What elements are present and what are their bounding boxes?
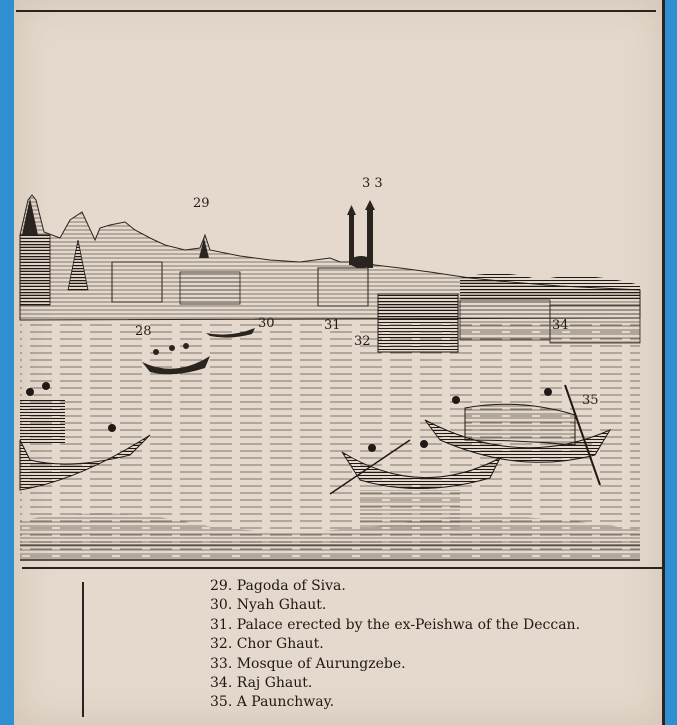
- plate-number-32: 32: [354, 334, 371, 349]
- plate-number-31: 31: [324, 318, 341, 333]
- legend-item: 32. Chor Ghaut.: [210, 636, 324, 653]
- legend-item: 34. Raj Ghaut.: [210, 675, 313, 692]
- plate-legend: [210, 577, 580, 713]
- caption-left-rule: [82, 582, 84, 717]
- plate-number-28: 28: [135, 324, 152, 339]
- caption-separator-rule: [22, 567, 662, 569]
- legend-item: 35. A Paunchway.: [210, 694, 335, 711]
- legend-item: 33. Mosque of Aurungzebe.: [210, 655, 406, 672]
- legend-item: 30. Nyah Ghaut.: [210, 597, 327, 614]
- legend-item: 29. Pagoda of Siva.: [210, 578, 346, 594]
- plate-number-29: 29: [193, 196, 210, 211]
- plate-number-35: 35: [582, 393, 599, 408]
- plate-number-34: 34: [552, 318, 569, 333]
- plate-number-33: 3 3: [362, 176, 383, 191]
- legend-item: 31. Palace erected by the ex-Peishwa of the Deccan.: [210, 616, 581, 633]
- plate-number-30: 30: [258, 316, 275, 331]
